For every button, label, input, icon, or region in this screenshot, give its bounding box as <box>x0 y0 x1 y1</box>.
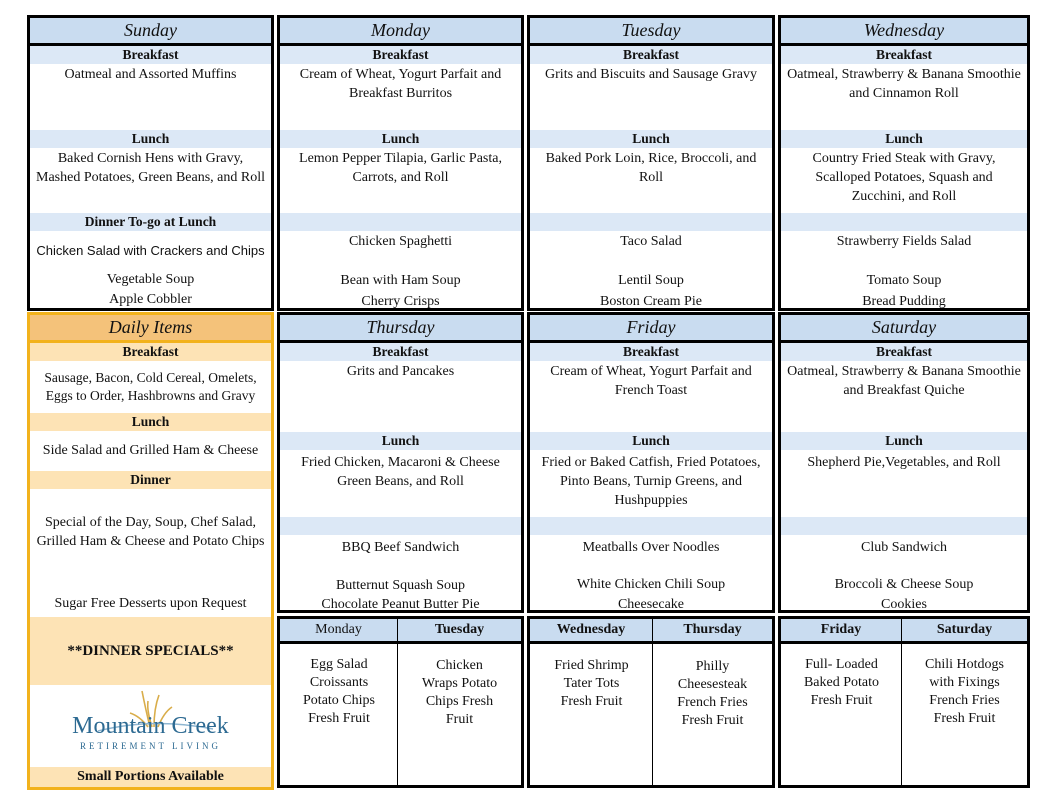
specials-panel-fri-sat <box>778 616 1030 788</box>
breakfast-text: Grits and Biscuits and Sausage Gravy <box>545 67 757 82</box>
soup-text: Butternut Squash Soup <box>335 578 466 593</box>
dinner-band <box>781 517 1027 535</box>
breakfast-text: Cream of Wheat, Yogurt Parfait and French Toast <box>550 364 752 398</box>
day-title: Saturday <box>781 315 1027 343</box>
breakfast-text: Cream of Wheat, Yogurt Parfait and Breakfast Burritos <box>299 67 502 101</box>
daily-breakfast-text: Sausage, Bacon, Cold Cereal, Omelets, Eggs to Order, Hashbrowns and Gravy <box>44 370 257 403</box>
special-items-monday: Egg Salad Croissants Potato Chips Fresh Fruit <box>303 657 375 726</box>
breakfast-text: Oatmeal, Strawberry & Banana Smoothie and Breakfast Quiche <box>787 364 1021 398</box>
lunch-text: Shepherd Pie,Vegetables, and Roll <box>807 455 1001 470</box>
special-items-tuesday: Chicken Wraps Potato Chips Fresh Fruit <box>421 658 498 727</box>
breakfast-text: Oatmeal and Assorted Muffins <box>64 67 237 82</box>
special-day-friday: Friday <box>781 619 902 644</box>
breakfast-label: Breakfast <box>280 46 521 64</box>
day-panel-sunday <box>27 15 274 311</box>
dinner-band <box>781 213 1027 231</box>
dinner-label: Dinner To-go at Lunch <box>30 213 271 231</box>
day-panel-thursday <box>277 312 524 613</box>
dessert-text: Bread Pudding <box>862 294 946 309</box>
lunch-label: Lunch <box>280 130 521 148</box>
lunch-text: Lemon Pepper Tilapia, Garlic Pasta, Carrots, and Roll <box>299 151 502 185</box>
lunch-text: Country Fried Steak with Gravy, Scalloped Potatoes, Squash and Zucchini, and Roll <box>812 151 996 204</box>
soup-text: Bean with Ham Soup <box>340 273 461 288</box>
dinner-specials-title: **DINNER SPECIALS** <box>30 617 271 685</box>
breakfast-label: Breakfast <box>530 343 772 361</box>
dessert-text: Boston Cream Pie <box>600 294 702 309</box>
lunch-label: Lunch <box>280 432 521 450</box>
daily-dessert-text: Sugar Free Desserts upon Request <box>54 596 247 611</box>
dinner-text: Chicken Spaghetti <box>348 234 453 249</box>
breakfast-text: Oatmeal, Strawberry & Banana Smoothie and Cinnamon Roll <box>787 67 1021 101</box>
lunch-text: Fried or Baked Catfish, Fried Potatoes, Pinto Beans, Turnip Greens, and Hushpuppies <box>541 455 761 508</box>
daily-breakfast-label: Breakfast <box>30 343 271 361</box>
dessert-text: Cookies <box>881 597 927 612</box>
special-items-wednesday: Fried Shrimp Tater Tots Fresh Fruit <box>554 658 629 709</box>
daily-lunch-label: Lunch <box>30 413 271 431</box>
lunch-label: Lunch <box>530 432 772 450</box>
day-title: Sunday <box>30 18 271 46</box>
logo-subtitle: RETIREMENT LIVING <box>79 741 222 751</box>
dessert-text: Apple Cobbler <box>109 292 192 307</box>
lunch-label: Lunch <box>781 130 1027 148</box>
day-panel-monday <box>277 15 524 311</box>
specials-panel-mon-tue <box>277 616 524 788</box>
dinner-band <box>280 213 521 231</box>
dessert-text: Chocolate Peanut Butter Pie <box>321 597 480 612</box>
breakfast-label: Breakfast <box>781 343 1027 361</box>
day-panel-saturday <box>778 312 1030 613</box>
dinner-text: BBQ Beef Sandwich <box>341 540 460 555</box>
logo-name: Mountain Creek <box>72 713 229 739</box>
day-panel-friday <box>527 312 775 613</box>
lunch-text: Baked Pork Loin, Rice, Broccoli, and Roll <box>545 151 757 185</box>
lunch-text: Fried Chicken, Macaroni & Cheese Green Beans, and Roll <box>301 455 500 489</box>
lunch-label: Lunch <box>530 130 772 148</box>
breakfast-label: Breakfast <box>280 343 521 361</box>
dinner-band <box>530 213 772 231</box>
day-title: Thursday <box>280 315 521 343</box>
breakfast-label: Breakfast <box>30 46 271 64</box>
mountain-creek-logo <box>38 687 263 765</box>
special-items-saturday: Chili Hotdogs with Fixings French Fries Fresh Fruit <box>925 657 1004 726</box>
breakfast-text: Grits and Pancakes <box>346 364 455 379</box>
special-items-friday: Full- Loaded Baked Potato Fresh Fruit <box>803 657 880 708</box>
special-day-wednesday: Wednesday <box>530 619 653 644</box>
small-portions-note: Small Portions Available <box>30 767 271 787</box>
daily-title: Daily Items <box>30 315 271 343</box>
daily-dinner-label: Dinner <box>30 471 271 489</box>
dinner-text: Meatballs Over Noodles <box>582 540 720 555</box>
lunch-label: Lunch <box>781 432 1027 450</box>
soup-text: Tomato Soup <box>866 273 942 288</box>
breakfast-label: Breakfast <box>781 46 1027 64</box>
daily-items-panel <box>27 312 274 790</box>
soup-text: Broccoli & Cheese Soup <box>834 577 974 592</box>
breakfast-label: Breakfast <box>530 46 772 64</box>
dinner-text: Strawberry Fields Salad <box>836 234 972 249</box>
special-day-tuesday: Tuesday <box>398 619 521 644</box>
day-title: Tuesday <box>530 18 772 46</box>
lunch-text: Baked Cornish Hens with Gravy, Mashed Potatoes, Green Beans, and Roll <box>36 151 266 185</box>
lunch-label: Lunch <box>30 130 271 148</box>
special-day-thursday: Thursday <box>653 619 772 644</box>
dinner-text: Club Sandwich <box>861 540 947 555</box>
soup-text: White Chicken Chili Soup <box>576 577 726 592</box>
day-title: Wednesday <box>781 18 1027 46</box>
day-title: Monday <box>280 18 521 46</box>
daily-lunch-text: Side Salad and Grilled Ham & Cheese <box>42 443 259 458</box>
special-day-monday: Monday <box>280 619 398 644</box>
day-title: Friday <box>530 315 772 343</box>
dessert-text: Cherry Crisps <box>361 294 440 309</box>
daily-dinner-text: Special of the Day, Soup, Chef Salad, Grilled Ham & Cheese and Potato Chips <box>36 515 265 549</box>
dinner-band <box>530 517 772 535</box>
dessert-text: Cheesecake <box>617 597 685 612</box>
soup-text: Lentil Soup <box>618 273 684 288</box>
dinner-text: Taco Salad <box>620 234 682 249</box>
specials-panel-wed-thu <box>527 616 775 788</box>
day-panel-tuesday <box>527 15 775 311</box>
special-day-saturday: Saturday <box>902 619 1027 644</box>
dinner-text: Chicken Salad with Crackers and Chips <box>36 243 265 258</box>
soup-text: Vegetable Soup <box>106 272 195 287</box>
day-panel-wednesday <box>778 15 1030 311</box>
special-items-thursday: Philly Cheesesteak French Fries Fresh Fruit <box>677 659 748 728</box>
dinner-band <box>280 517 521 535</box>
